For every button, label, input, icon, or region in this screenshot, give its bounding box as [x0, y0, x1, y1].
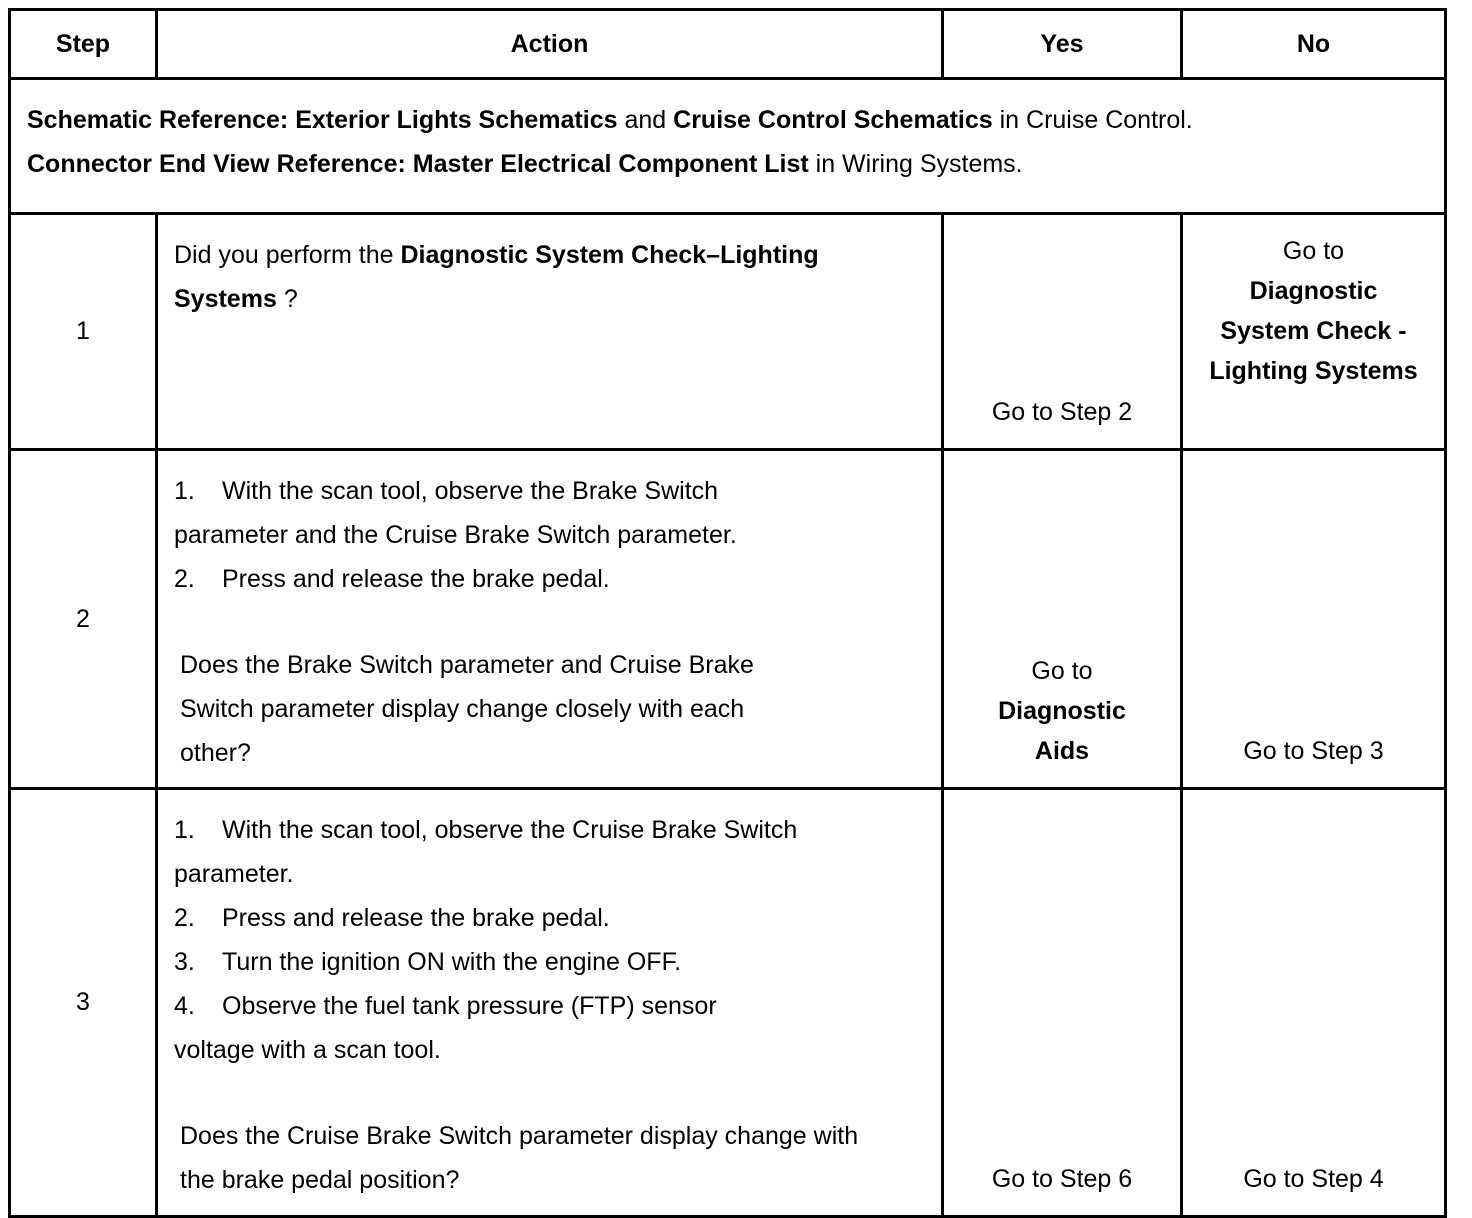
schematic-link-cruise-control[interactable]: Cruise Control Schematics	[673, 106, 993, 134]
table-row	[10, 214, 1446, 450]
no-cell[interactable]	[1182, 214, 1446, 450]
no-cell[interactable]: Go to Step 4	[1182, 789, 1446, 1217]
header-step: Step	[10, 10, 157, 79]
yes-link[interactable]: Diagnostic Aids	[998, 697, 1126, 765]
schematic-label: Schematic Reference:	[27, 106, 289, 134]
yes-cell[interactable]	[943, 450, 1182, 789]
yes-prefix: Go to	[1031, 657, 1093, 685]
header-row	[10, 10, 1446, 79]
list-item: 3. Turn the ignition ON with the engine OFF.	[174, 948, 682, 976]
connector-reference	[27, 142, 1428, 186]
question-prefix: Did you perform the	[174, 241, 394, 269]
yes-cell[interactable]: Go to Step 6	[943, 789, 1182, 1217]
schematic-reference	[27, 98, 1428, 142]
table-row	[10, 789, 1446, 1217]
question-link[interactable]: Diagnostic System Check–Lighting Systems	[174, 241, 819, 313]
question-text: Does the Brake Switch parameter and Cruise Brake Switch parameter display change closely with each other?	[180, 651, 754, 767]
schematic-suffix: in Cruise Control.	[999, 106, 1193, 134]
yes-cell[interactable]: Go to Step 2	[943, 214, 1182, 450]
step-number: 2	[10, 450, 157, 789]
schematic-and: and	[624, 106, 667, 134]
diagnostic-table	[8, 8, 1447, 1218]
header-action: Action	[157, 10, 943, 79]
list-item: 1. With the scan tool, observe the Cruise Brake Switch parameter.	[174, 816, 798, 888]
no-prefix: Go to	[1282, 237, 1345, 265]
list-item: 2. Press and release the brake pedal.	[174, 565, 610, 593]
list-item: 2. Press and release the brake pedal.	[174, 904, 610, 932]
connector-suffix: in Wiring Systems.	[815, 150, 1023, 178]
connector-link[interactable]: Master Electrical Component List	[412, 150, 809, 178]
question-text: Does the Cruise Brake Switch parameter display change with the brake pedal position?	[180, 1122, 859, 1194]
question-suffix: ?	[283, 285, 298, 313]
step-number: 3	[10, 789, 157, 1217]
connector-label: Connector End View Reference:	[27, 150, 406, 178]
action-cell	[157, 789, 943, 1217]
header-yes: Yes	[943, 10, 1182, 79]
list-item: 1. With the scan tool, observe the Brake Switch parameter and the Cruise Brake Switch parameter.	[174, 477, 737, 549]
no-link[interactable]: Diagnostic System Check - Lighting Systems	[1209, 277, 1418, 385]
table-row	[10, 450, 1446, 789]
no-cell[interactable]: Go to Step 3	[1182, 450, 1446, 789]
action-cell	[157, 214, 943, 450]
reference-row	[10, 79, 1446, 214]
step-number: 1	[10, 214, 157, 450]
action-cell	[157, 450, 943, 789]
reference-cell	[10, 79, 1446, 214]
schematic-link-exterior-lights[interactable]: Exterior Lights Schematics	[295, 106, 618, 134]
list-item: 4. Observe the fuel tank pressure (FTP) sensor voltage with a scan tool.	[174, 992, 717, 1064]
header-no: No	[1182, 10, 1446, 79]
